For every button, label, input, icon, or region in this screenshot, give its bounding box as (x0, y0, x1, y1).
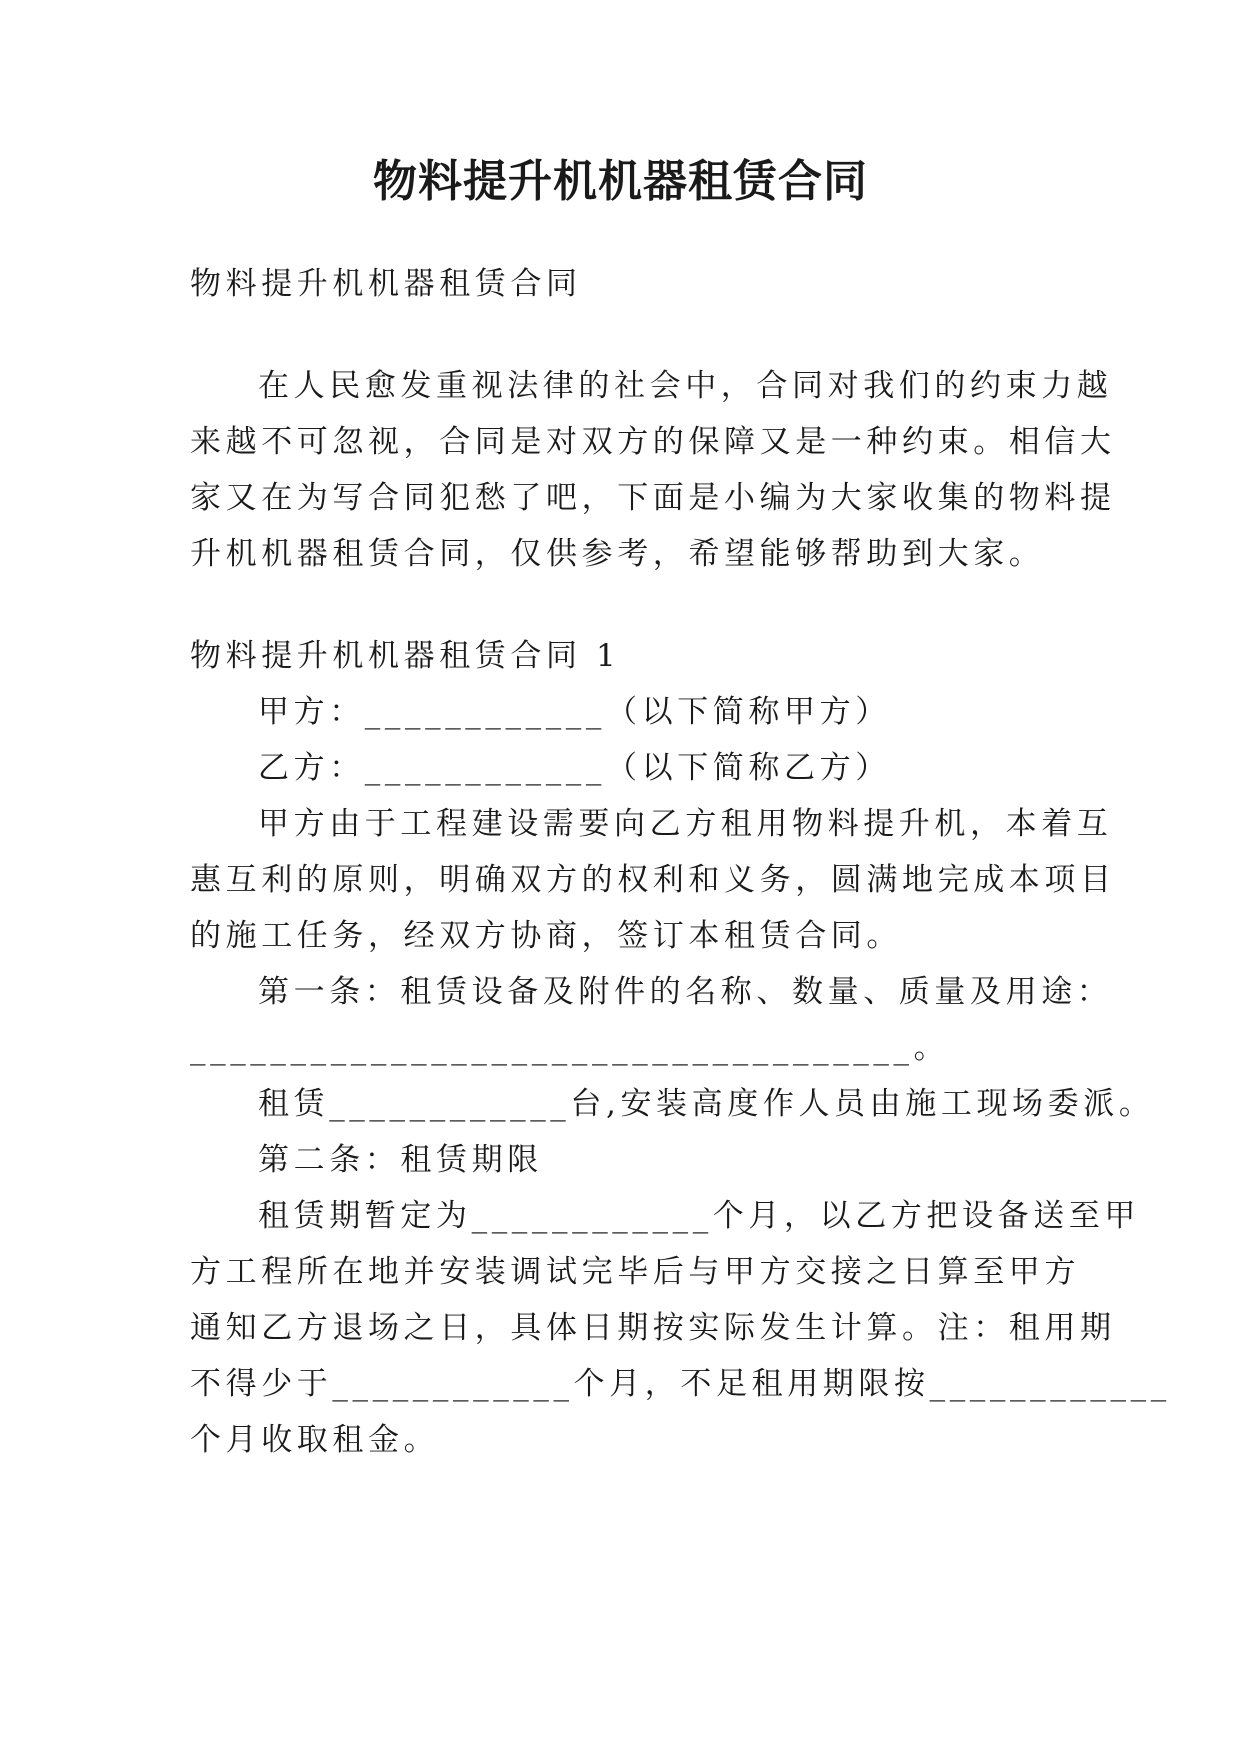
term-line-5: 个月收取租金。 (190, 1422, 440, 1458)
document-subtitle: 物料提升机机器租赁合同 (190, 266, 582, 302)
section-heading: 物料提升机机器租赁合同 1 (190, 638, 621, 674)
article-1-line-1: 第一条：租赁设备及附件的名称、数量、质量及用途： (258, 974, 1113, 1010)
article-1-line-2: ____________________________________。 (190, 1030, 950, 1066)
purpose-line-1: 甲方由于工程建设需要向乙方租用物料提升机，本着互 (258, 806, 1113, 842)
term-line-1: 租赁期暂定为____________个月，以乙方把设备送至甲 (258, 1198, 1140, 1234)
purpose-line-3: 的施工任务，经双方协商，签订本租赁合同。 (190, 918, 902, 954)
document-title: 物料提升机机器租赁合同 (373, 156, 868, 207)
intro-line-3: 家又在为写合同犯愁了吧，下面是小编为大家收集的物料提 (190, 480, 1116, 516)
intro-line-1: 在人民愈发重视法律的社会中，合同对我们的约束力越 (258, 368, 1113, 404)
lease-quantity-line: 租赁____________台,安装高度作人员由施工现场委派。 (258, 1086, 1155, 1122)
purpose-line-2: 惠互利的原则，明确双方的权利和义务，圆满地完成本项目 (190, 862, 1116, 898)
article-2-heading: 第二条：租赁期限 (258, 1142, 543, 1178)
party-a-line: 甲方：____________（以下简称甲方） (258, 694, 891, 730)
term-line-3: 通知乙方退场之日，具体日期按实际发生计算。注：租用期 (190, 1310, 1116, 1346)
party-b-line: 乙方：____________（以下简称乙方） (258, 750, 891, 786)
intro-line-2: 来越不可忽视，合同是对双方的保障又是一种约束。相信大 (190, 424, 1116, 460)
term-line-2: 方工程所在地并安装调试完毕后与甲方交接之日算至甲方 (190, 1254, 1080, 1290)
intro-line-4: 升机机器租赁合同，仅供参考，希望能够帮助到大家。 (190, 536, 1045, 572)
term-line-4: 不得少于____________个月，不足租用期限按____________ (190, 1366, 1171, 1402)
